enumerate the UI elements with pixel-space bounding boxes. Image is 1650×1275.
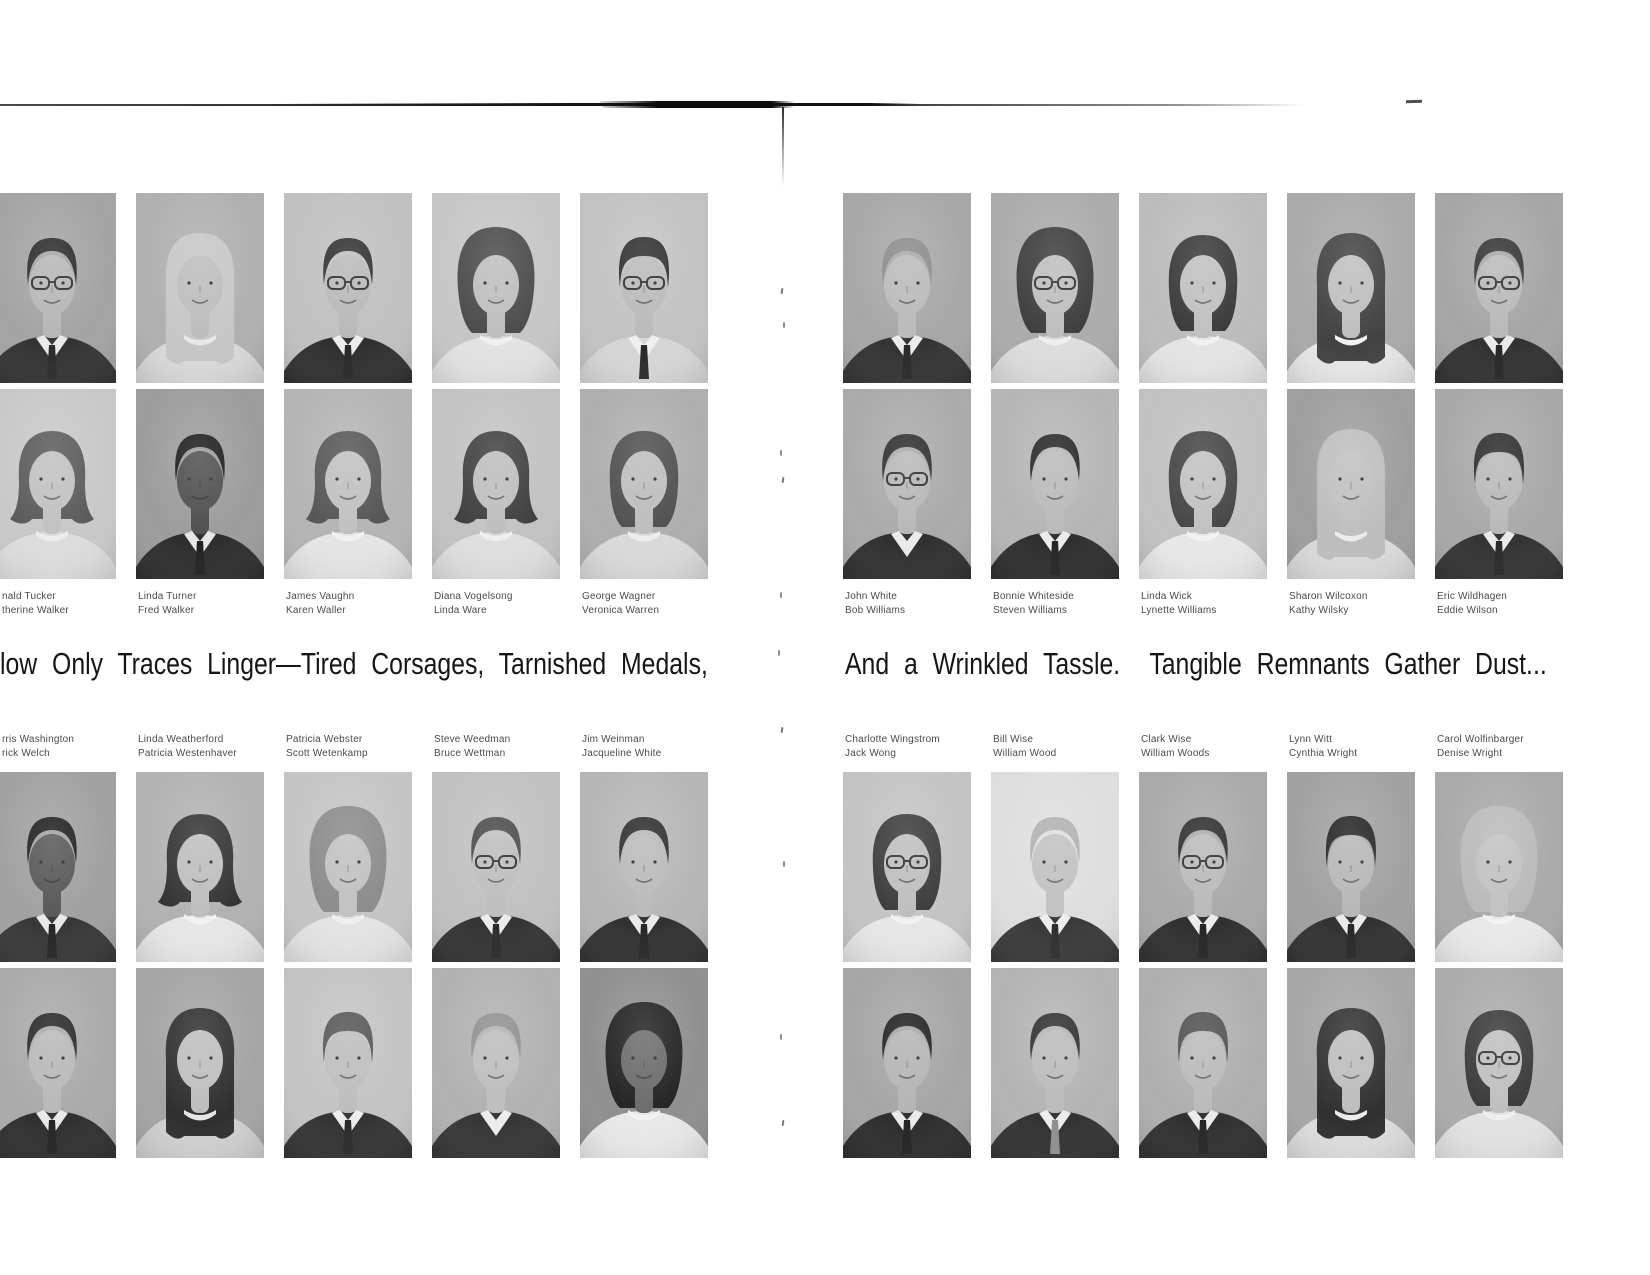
- portrait-photo: [1435, 193, 1563, 383]
- portrait-illustration: [284, 772, 412, 962]
- portrait-photo: [1435, 772, 1563, 962]
- portrait-photo: [1139, 772, 1267, 962]
- student-name: William Woods: [1141, 748, 1210, 759]
- portrait-illustration: [1287, 193, 1415, 383]
- portrait-photo: [843, 772, 971, 962]
- student-name: Steve Weedman: [434, 734, 511, 745]
- portrait-photo: [136, 772, 264, 962]
- student-name-block: [1437, 590, 1507, 618]
- portrait-photo: [843, 389, 971, 579]
- student-name: Kathy Wilsky: [1289, 605, 1349, 616]
- portrait-illustration: [0, 193, 116, 383]
- student-name-block: [434, 590, 513, 618]
- portrait-photo: [1287, 193, 1415, 383]
- portrait-photo: [1435, 389, 1563, 579]
- portrait-illustration: [1139, 389, 1267, 579]
- portrait-illustration: [136, 968, 264, 1158]
- student-name: James Vaughn: [286, 591, 355, 602]
- portrait-illustration: [991, 772, 1119, 962]
- portrait-illustration: [0, 772, 116, 962]
- portrait-photo: [843, 968, 971, 1158]
- portrait-photo: [136, 968, 264, 1158]
- portrait-illustration: [1139, 772, 1267, 962]
- student-name-block: [1141, 590, 1217, 618]
- student-name: Charlotte Wingstrom: [845, 734, 940, 745]
- student-name: Linda Turner: [138, 591, 197, 602]
- student-name: Bob Williams: [845, 605, 906, 616]
- student-name: Linda Ware: [434, 605, 487, 616]
- student-name-block: [138, 590, 197, 618]
- gutter-speck: [781, 727, 784, 733]
- gutter-speck: [780, 592, 782, 598]
- student-name: rick Welch: [2, 748, 50, 759]
- student-name: Sharon Wilcoxon: [1289, 591, 1368, 602]
- headline-right: And a Wrinkled Tassle. Tangible Remnants Gather Dust...: [845, 646, 1547, 681]
- student-name: Bruce Wettman: [434, 748, 506, 759]
- portrait-illustration: [432, 968, 560, 1158]
- portrait-illustration: [1435, 772, 1563, 962]
- student-name: Eddie Wilson: [1437, 605, 1498, 616]
- portrait-illustration: [1287, 772, 1415, 962]
- student-name: George Wagner: [582, 591, 656, 602]
- portrait-illustration: [1287, 968, 1415, 1158]
- student-name: Jack Wong: [845, 748, 897, 759]
- portrait-illustration: [136, 772, 264, 962]
- portrait-photo: [284, 968, 412, 1158]
- portrait-illustration: [284, 968, 412, 1158]
- portrait-illustration: [580, 193, 708, 383]
- student-name: William Wood: [993, 748, 1057, 759]
- student-name: Fred Walker: [138, 605, 195, 616]
- student-name: Karen Waller: [286, 605, 346, 616]
- page-gutter-fold-line: [782, 107, 784, 187]
- portrait-illustration: [432, 389, 560, 579]
- portrait-photo: [1139, 968, 1267, 1158]
- student-name: Lynn Witt: [1289, 734, 1333, 745]
- student-name-block: [845, 590, 905, 618]
- student-name-block: [582, 733, 661, 761]
- student-name: Lynette Williams: [1141, 605, 1217, 616]
- portrait-photo: [1139, 193, 1267, 383]
- gutter-speck: [780, 450, 782, 456]
- portrait-photo: [1139, 389, 1267, 579]
- student-name-block: [1289, 733, 1357, 761]
- student-name: Linda Weatherford: [138, 734, 224, 745]
- student-name: Eric Wildhagen: [1437, 591, 1508, 602]
- portrait-illustration: [1139, 193, 1267, 383]
- student-name-block: [1437, 733, 1524, 761]
- portrait-photo: [432, 772, 560, 962]
- student-name: Jacqueline White: [582, 748, 662, 759]
- portrait-photo: [1287, 968, 1415, 1158]
- page-top-edge-line-thick: [600, 101, 795, 108]
- portrait-photo: [991, 193, 1119, 383]
- page-top-edge-dash: [1406, 100, 1422, 104]
- portrait-photo: [0, 968, 116, 1158]
- portrait-illustration: [1139, 968, 1267, 1158]
- student-name: Bill Wise: [993, 734, 1034, 745]
- portrait-illustration: [843, 193, 971, 383]
- portrait-photo: [284, 389, 412, 579]
- portrait-illustration: [580, 772, 708, 962]
- student-name: Jim Weinman: [582, 734, 645, 745]
- portrait-illustration: [1435, 389, 1563, 579]
- student-name: Denise Wright: [1437, 748, 1503, 759]
- portrait-illustration: [991, 389, 1119, 579]
- portrait-illustration: [1287, 389, 1415, 579]
- portrait-photo: [432, 389, 560, 579]
- student-name-block: [2, 590, 69, 618]
- portrait-photo: [580, 389, 708, 579]
- portrait-illustration: [432, 772, 560, 962]
- portrait-illustration: [1435, 193, 1563, 383]
- student-name-block: [2, 733, 74, 761]
- student-name: nald Tucker: [2, 591, 56, 602]
- portrait-photo: [991, 968, 1119, 1158]
- student-name-block: [845, 733, 940, 761]
- portrait-photo: [991, 772, 1119, 962]
- gutter-speck: [783, 322, 785, 328]
- student-name: Diana Vogelsong: [434, 591, 513, 602]
- student-name-block: [993, 733, 1056, 761]
- portrait-illustration: [1435, 968, 1563, 1158]
- portrait-photo: [580, 193, 708, 383]
- portrait-photo: [580, 772, 708, 962]
- student-name: rris Washington: [2, 734, 75, 745]
- gutter-speck: [778, 650, 780, 656]
- student-name: Steven Williams: [993, 605, 1068, 616]
- portrait-illustration: [580, 968, 708, 1158]
- portrait-illustration: [0, 389, 116, 579]
- portrait-photo: [432, 193, 560, 383]
- student-name: therine Walker: [2, 605, 69, 616]
- portrait-photo: [0, 193, 116, 383]
- student-name: Patricia Webster: [286, 734, 363, 745]
- portrait-illustration: [991, 193, 1119, 383]
- gutter-speck: [780, 1034, 782, 1040]
- portrait-photo: [1435, 968, 1563, 1158]
- portrait-illustration: [843, 389, 971, 579]
- student-name: John White: [845, 591, 898, 602]
- portrait-illustration: [843, 968, 971, 1158]
- portrait-illustration: [284, 389, 412, 579]
- portrait-illustration: [136, 193, 264, 383]
- portrait-photo: [580, 968, 708, 1158]
- portrait-illustration: [0, 968, 116, 1158]
- portrait-photo: [284, 193, 412, 383]
- gutter-speck: [783, 861, 785, 867]
- student-name: Carol Wolfinbarger: [1437, 734, 1524, 745]
- portrait-photo: [0, 389, 116, 579]
- portrait-illustration: [843, 772, 971, 962]
- student-name: Scott Wetenkamp: [286, 748, 368, 759]
- portrait-illustration: [284, 193, 412, 383]
- portrait-photo: [432, 968, 560, 1158]
- portrait-photo: [1287, 772, 1415, 962]
- headline-left: low Only Traces Linger—Tired Corsages, Tarnished Medals,: [0, 646, 708, 681]
- student-name: Veronica Warren: [582, 605, 660, 616]
- student-name-block: [1289, 590, 1368, 618]
- portrait-photo: [284, 772, 412, 962]
- portrait-photo: [0, 772, 116, 962]
- portrait-illustration: [432, 193, 560, 383]
- student-name-block: [434, 733, 510, 761]
- student-name-block: [138, 733, 237, 761]
- portrait-photo: [843, 193, 971, 383]
- student-name-block: [286, 733, 368, 761]
- student-name: Clark Wise: [1141, 734, 1192, 745]
- student-name: Cynthia Wright: [1289, 748, 1358, 759]
- portrait-illustration: [136, 389, 264, 579]
- portrait-photo: [991, 389, 1119, 579]
- student-name-block: [1141, 733, 1210, 761]
- student-name-block: [582, 590, 659, 618]
- student-name: Linda Wick: [1141, 591, 1192, 602]
- gutter-speck: [782, 477, 785, 483]
- portrait-illustration: [991, 968, 1119, 1158]
- student-name: Bonnie Whiteside: [993, 591, 1075, 602]
- student-name-block: [286, 590, 354, 618]
- gutter-speck: [782, 1120, 785, 1126]
- portrait-photo: [136, 389, 264, 579]
- portrait-photo: [136, 193, 264, 383]
- portrait-photo: [1287, 389, 1415, 579]
- student-name: Patricia Westenhaver: [138, 748, 237, 759]
- gutter-speck: [781, 288, 784, 294]
- portrait-illustration: [580, 389, 708, 579]
- student-name-block: [993, 590, 1074, 618]
